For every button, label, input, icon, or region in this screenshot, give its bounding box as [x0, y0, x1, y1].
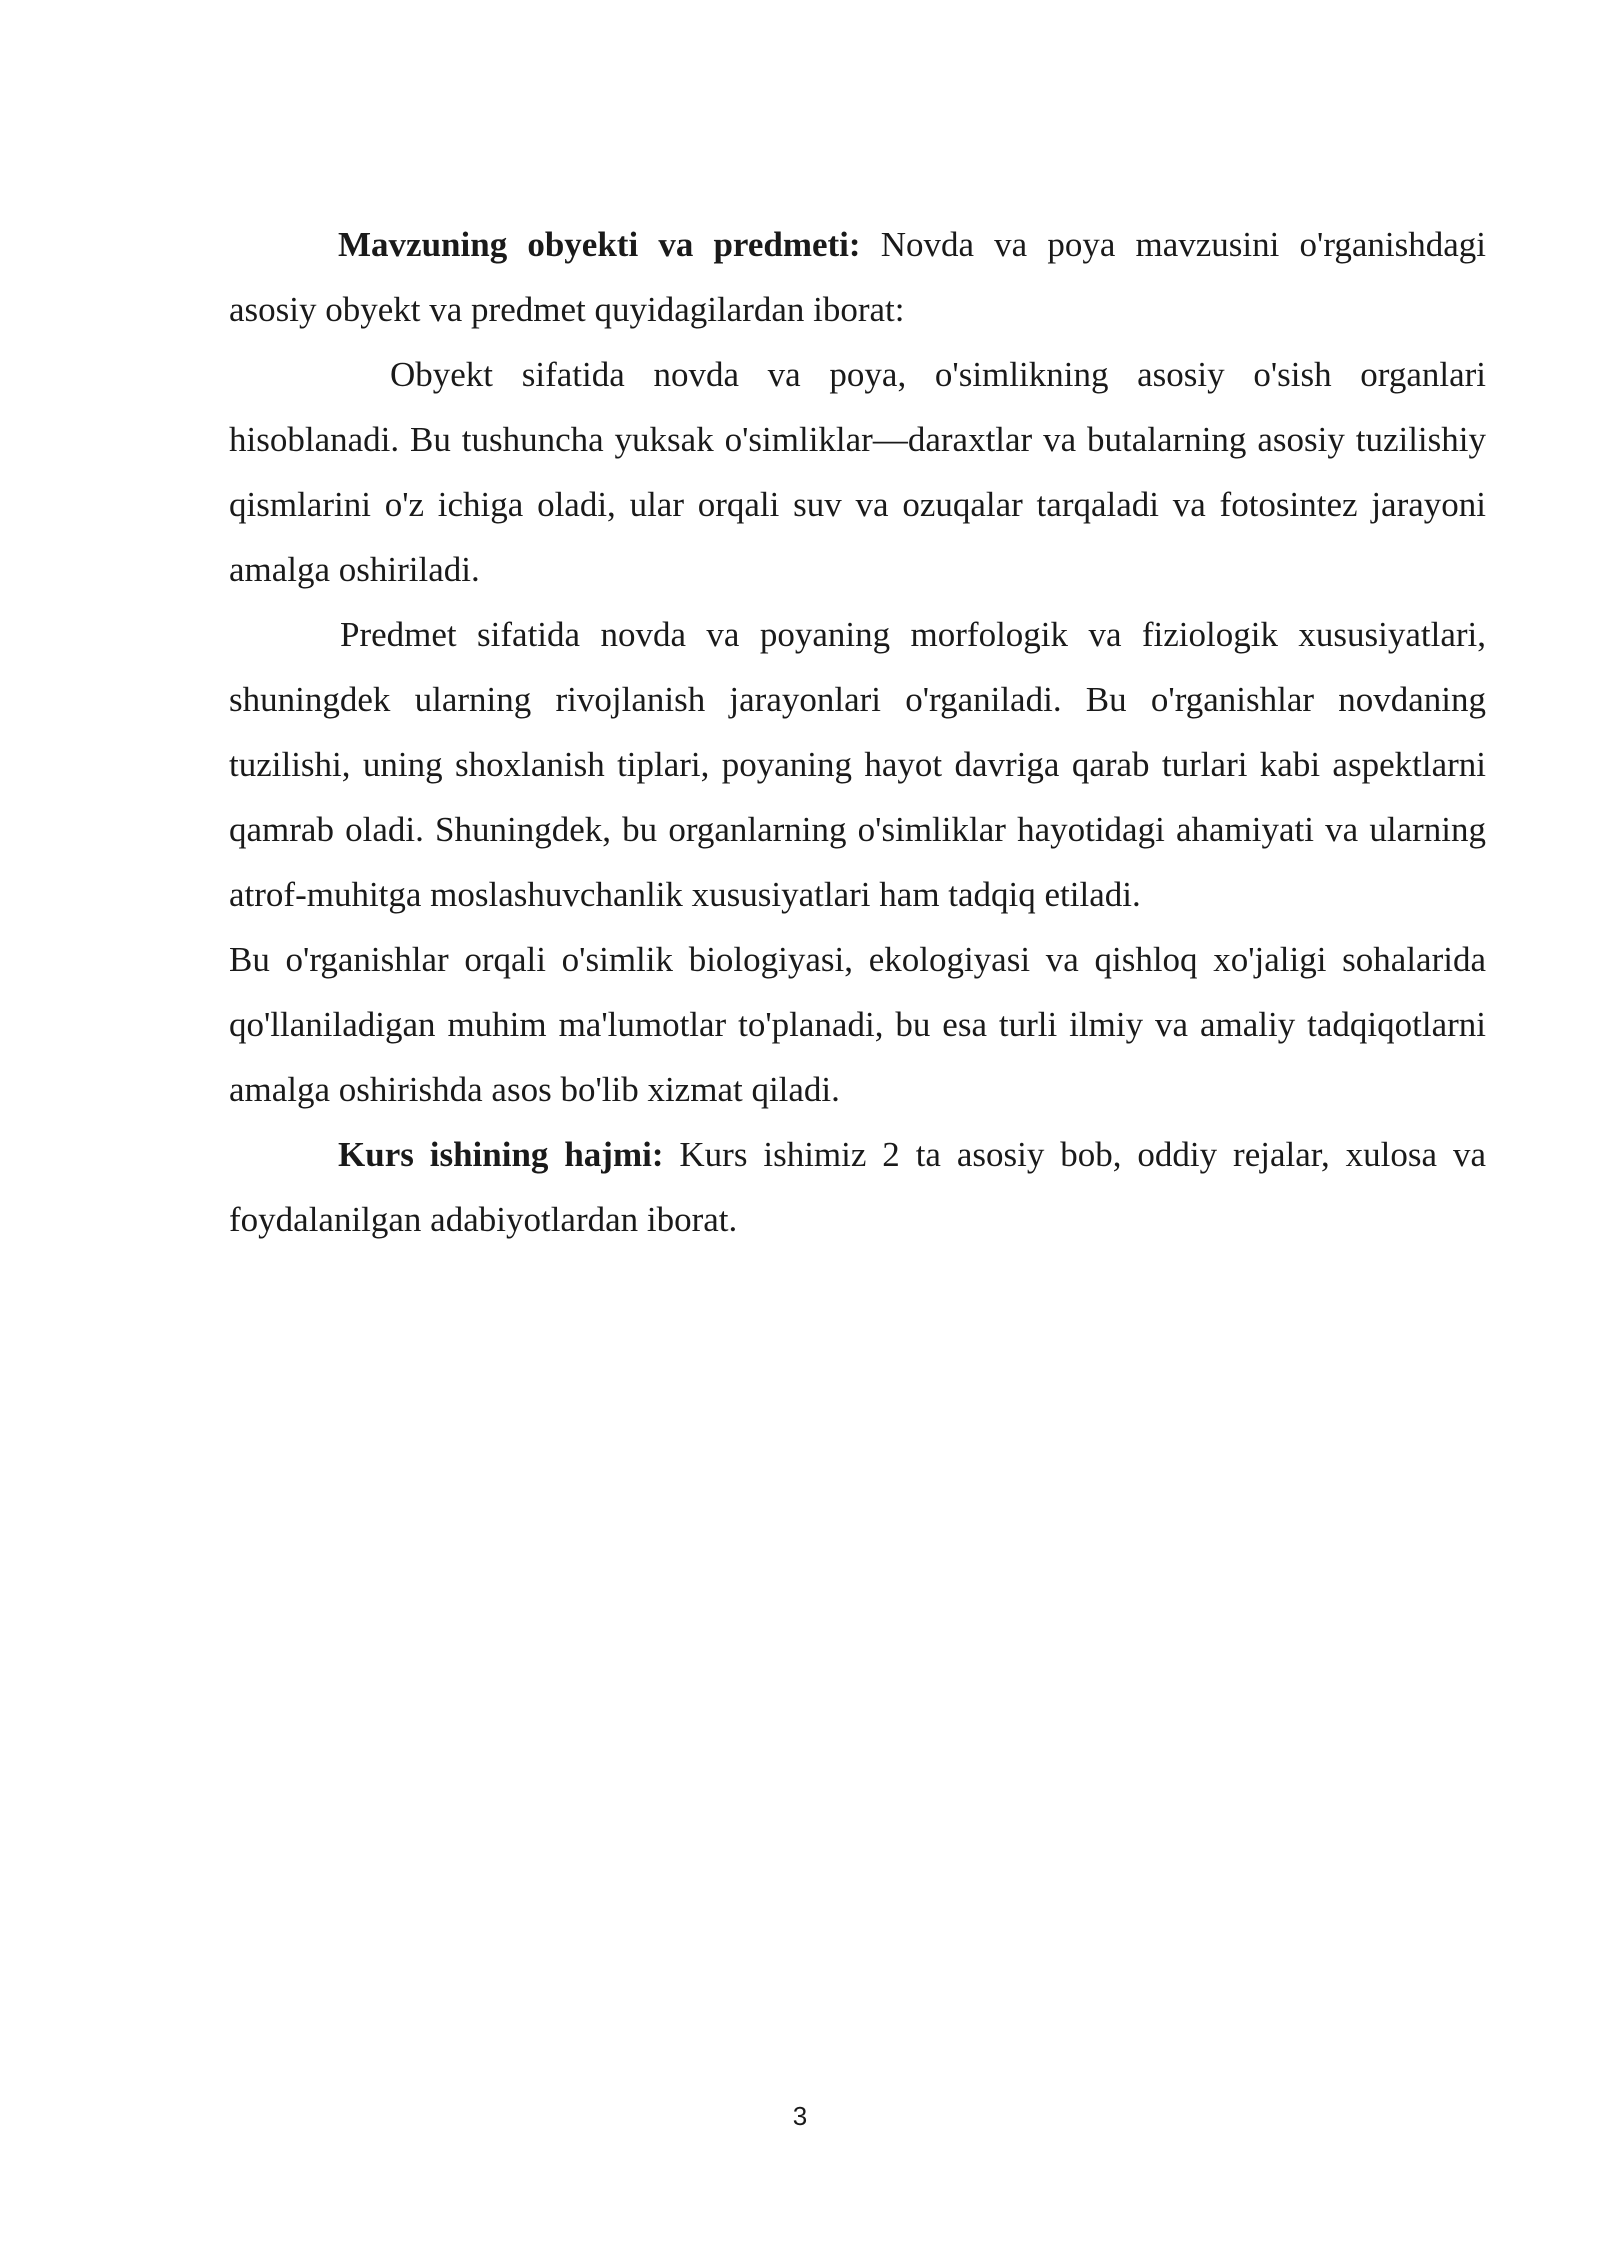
- paragraph-research-significance: [229, 927, 1486, 1122]
- paragraph-object-and-subject: [229, 212, 1486, 342]
- paragraph-text: Predmet sifatida novda va poyaning morfologik va fiziologik xususiyatlari, shuningdek ularning rivojlanish jarayonlari o'rganiladi. Bu o'rganishlar novdaning tuzilishi, uning shoxlanish tiplari, poyaning hayot davriga qarab turlari kabi aspektlarni qamrab oladi. Shuningdek, bu organlarning o'simliklar hayotidagi ahamiyati va ularning atrof-muhitga moslashuvchanlik xususiyatlari ham tadqiq etiladi.: [229, 615, 1486, 914]
- paragraph-text: Novda va poya mavzusini o'rganishdagi asosiy obyekt va predmet quyidagilardan iborat:: [229, 225, 1486, 329]
- paragraph-object-definition: [229, 342, 1486, 602]
- paragraph-lead-heading: Mavzuning obyekti va predmeti:: [338, 225, 861, 264]
- paragraph-text: Bu o'rganishlar orqali o'simlik biologiyasi, ekologiyasi va qishloq xo'jaligi sohalarida qo'llaniladigan muhim ma'lumotlar to'planadi, bu esa turli ilmiy va amaliy tadqiqotlarni amalga oshirishda asos bo'lib xizmat qiladi.: [229, 940, 1486, 1109]
- paragraph-course-work-scope: [229, 1122, 1486, 1252]
- paragraph-text: Kurs ishimiz 2 ta asosiy bob, oddiy rejalar, xulosa va foydalanilgan adabiyotlardan iborat.: [229, 1135, 1486, 1239]
- paragraph-text: Obyekt sifatida novda va poya, o'simlikning asosiy o'sish organlari hisoblanadi. Bu tushuncha yuksak o'simliklar—daraxtlar va butalarning asosiy tuzilishiy qismlarini o'z ichiga oladi, ular orqali suv va ozuqalar tarqaladi va fotosintez jarayoni amalga oshiriladi.: [229, 355, 1486, 589]
- paragraph-lead-heading: Kurs ishining hajmi:: [338, 1135, 664, 1174]
- paragraph-subject-definition: [229, 602, 1486, 927]
- page-number: 3: [792, 2101, 808, 2131]
- document-page: [229, 212, 1486, 1252]
